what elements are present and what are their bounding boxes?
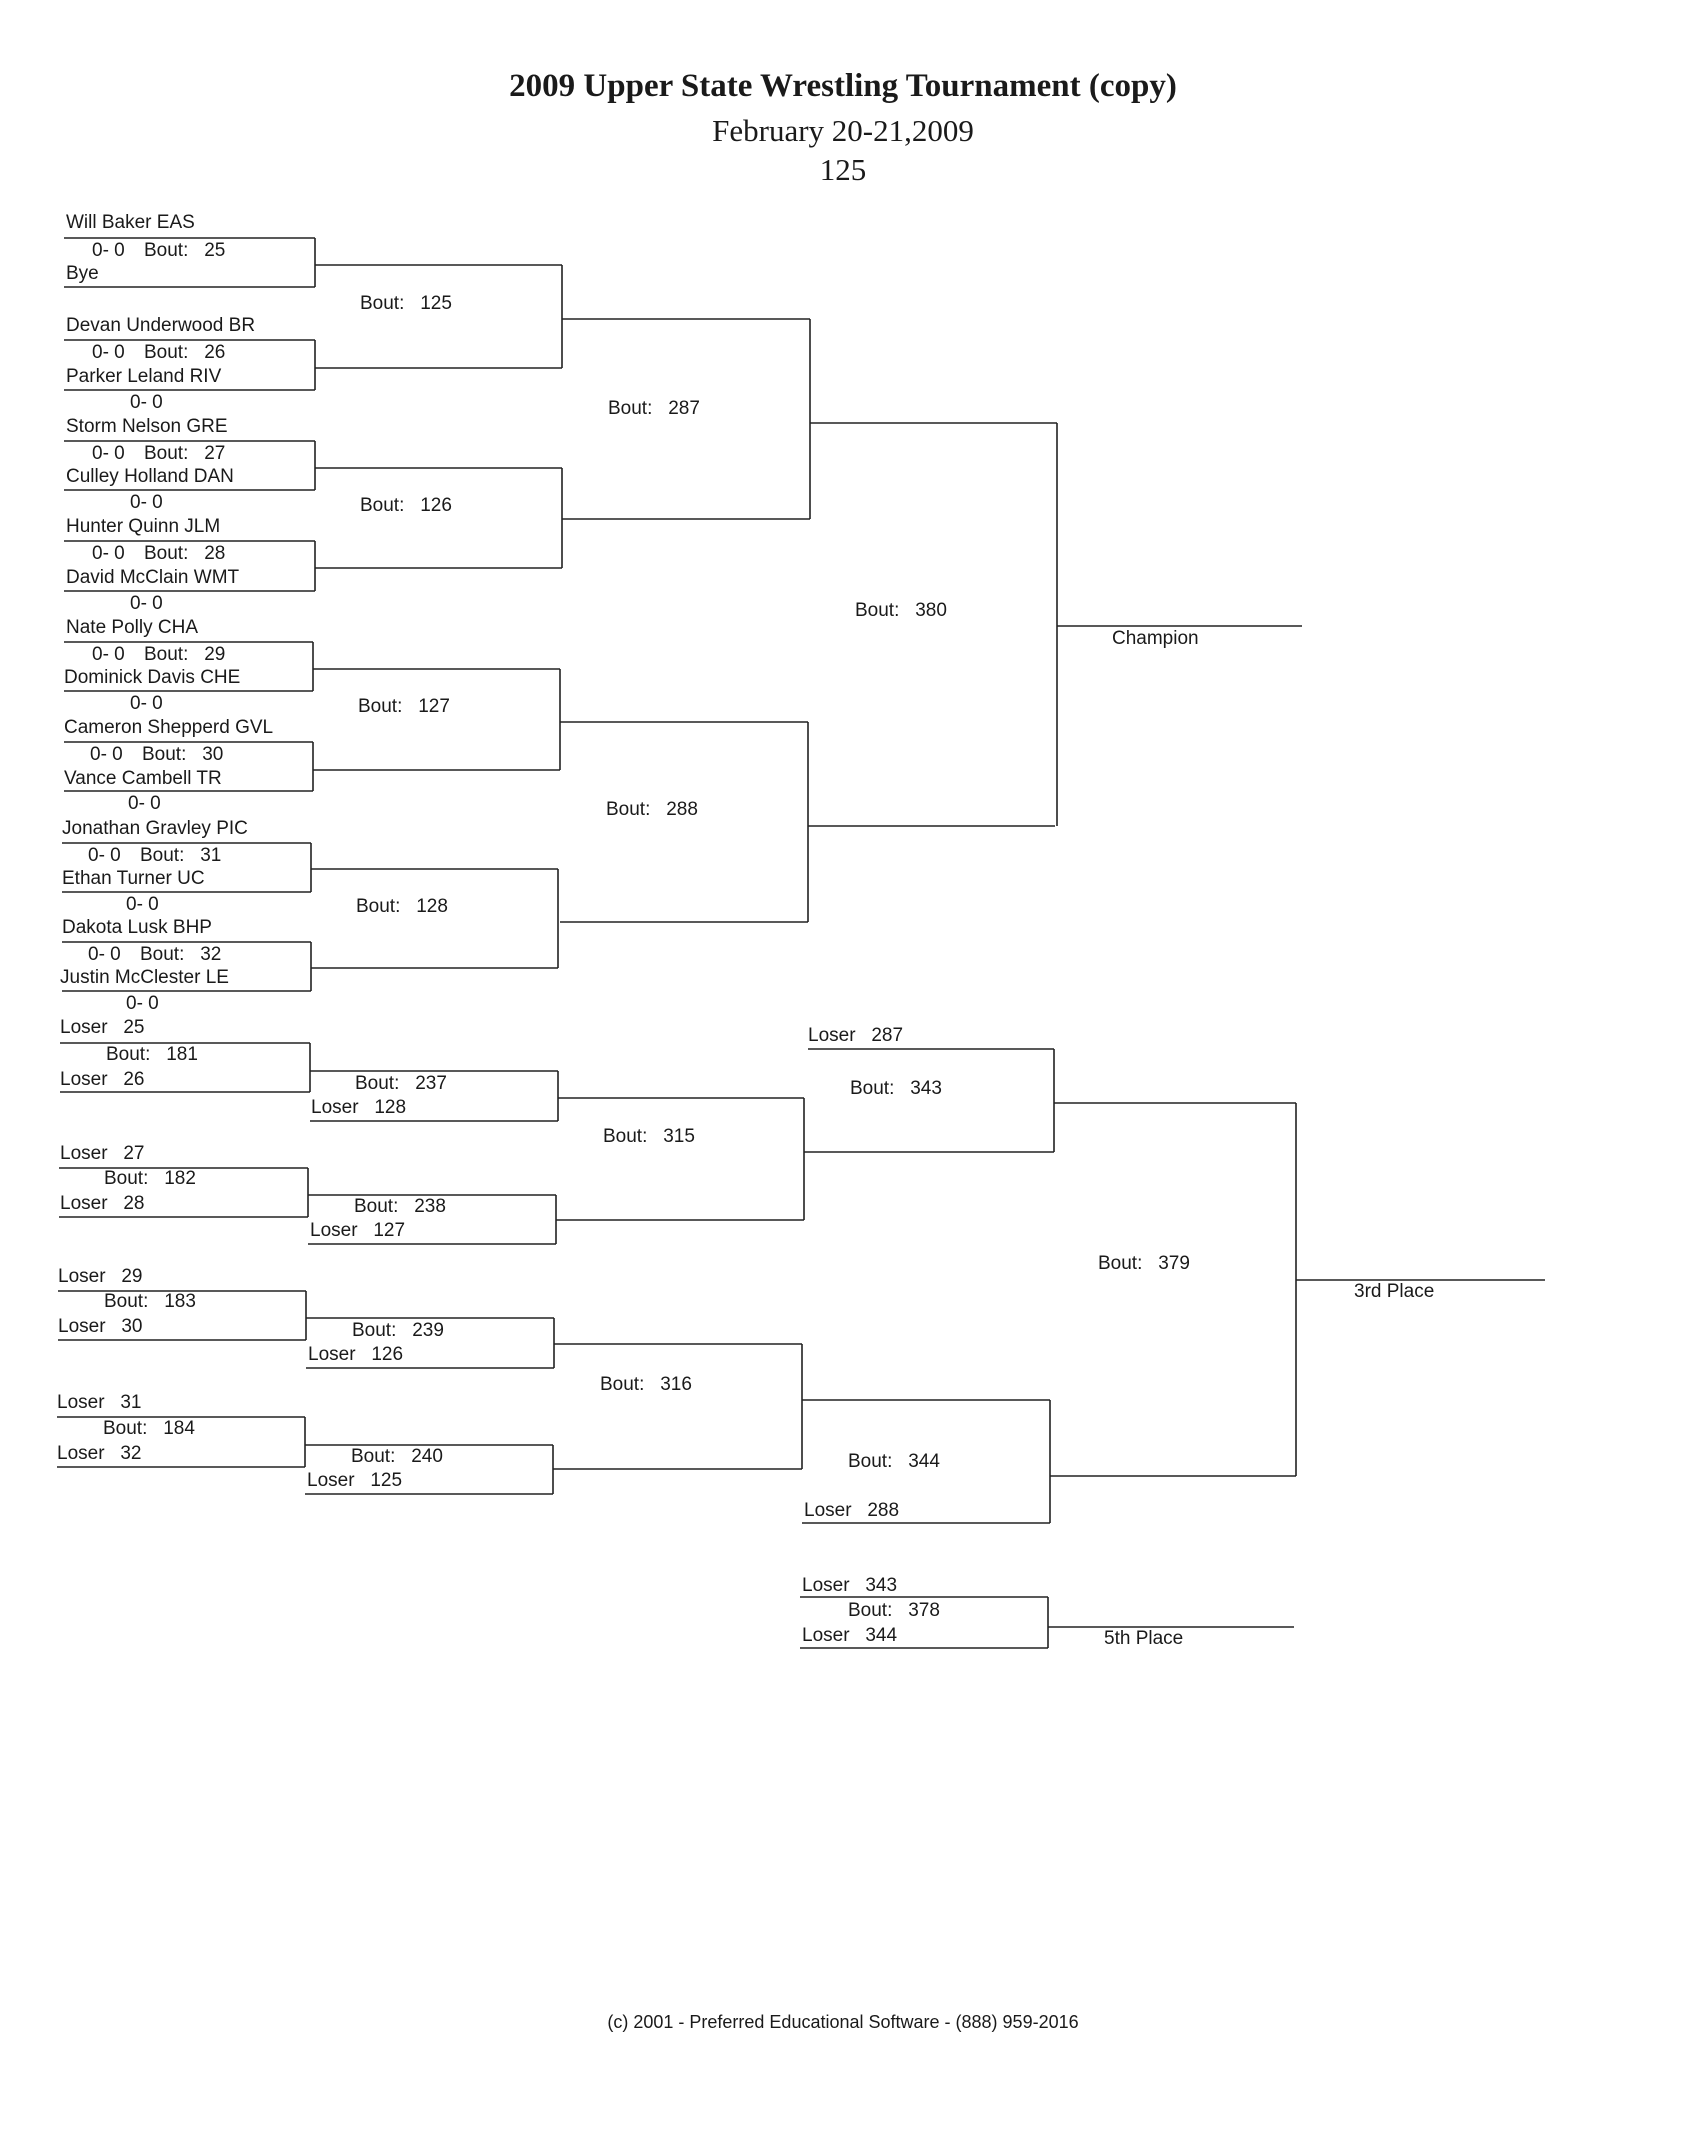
bout-number: Bout: 28: [144, 543, 226, 564]
wrestler-name: Devan Underwood BR: [66, 315, 256, 336]
bout-number: Bout: 287: [608, 398, 700, 419]
weight-class: 125: [819, 152, 867, 187]
footer-copyright: (c) 2001 - Preferred Educational Software - (888) 959-2016: [607, 2012, 1079, 2032]
bout-number: Bout: 379: [1098, 1253, 1190, 1274]
wrestler-name: David McClain WMT: [66, 567, 240, 588]
bout-number: Bout: 183: [104, 1291, 196, 1312]
wrestler-record: 0- 0: [128, 793, 161, 814]
wrestler-name: Culley Holland DAN: [66, 466, 234, 487]
bout-number: Bout: 126: [360, 495, 452, 516]
bout-number: Bout: 315: [603, 1126, 695, 1147]
bout-number: Bout: 288: [606, 799, 698, 820]
wrestler-record: 0- 0: [90, 744, 123, 765]
wrestler-record: 0- 0: [126, 894, 159, 915]
page-title: 2009 Upper State Wrestling Tournament (copy): [509, 68, 1177, 104]
tournament-date: February 20-21,2009: [712, 113, 974, 148]
loser-label: Loser 31: [57, 1392, 142, 1413]
wrestler-record: 0- 0: [130, 693, 163, 714]
wrestler-name: Storm Nelson GRE: [66, 416, 228, 437]
wrestler-name: Justin McClester LE: [60, 967, 229, 988]
bout-number: Bout: 344: [848, 1451, 940, 1472]
bout-number: Bout: 29: [144, 644, 226, 665]
wrestler-name: Ethan Turner UC: [62, 868, 205, 889]
wrestler-record: 0- 0: [92, 644, 125, 665]
loser-label: Loser 288: [804, 1500, 900, 1521]
wrestler-name: Jonathan Gravley PIC: [62, 818, 248, 839]
bout-number: Bout: 237: [355, 1073, 447, 1094]
wrestler-record: 0- 0: [126, 993, 159, 1014]
wrestler-name: Dominick Davis CHE: [64, 667, 241, 688]
loser-label: Loser 125: [307, 1470, 403, 1491]
bout-number: Bout: 26: [144, 342, 226, 363]
wrestler-record: 0- 0: [92, 543, 125, 564]
loser-label: Loser 287: [808, 1025, 904, 1046]
third-place-label: 3rd Place: [1354, 1281, 1435, 1302]
bout-number: Bout: 27: [144, 443, 226, 464]
wrestler-record: 0- 0: [92, 240, 125, 261]
bout-number: Bout: 25: [144, 240, 226, 261]
wrestler-record: 0- 0: [88, 944, 121, 965]
bout-number: Bout: 31: [140, 845, 222, 866]
bout-number: Bout: 30: [142, 744, 224, 765]
wrestler-name: Nate Polly CHA: [66, 617, 198, 638]
bout-number: Bout: 240: [351, 1446, 443, 1467]
bout-number: Bout: 32: [140, 944, 222, 965]
bout-number: Bout: 128: [356, 896, 448, 917]
bout-number: Bout: 238: [354, 1196, 446, 1217]
loser-label: Loser 32: [57, 1443, 142, 1464]
bout-number: Bout: 127: [358, 696, 450, 717]
bout-number: Bout: 316: [600, 1374, 692, 1395]
bout-number: Bout: 182: [104, 1168, 196, 1189]
wrestler-record: 0- 0: [130, 492, 163, 513]
wrestler-record: 0- 0: [130, 593, 163, 614]
champion-label: Champion: [1112, 628, 1199, 649]
loser-label: Loser 127: [310, 1220, 406, 1241]
loser-label: Loser 126: [308, 1344, 404, 1365]
loser-label: Loser 27: [60, 1143, 145, 1164]
bout-number: Bout: 181: [106, 1044, 198, 1065]
wrestler-name: Cameron Shepperd GVL: [64, 717, 274, 738]
loser-label: Loser 128: [311, 1097, 407, 1118]
wrestler-name: Will Baker EAS: [66, 212, 195, 233]
wrestler-record: 0- 0: [130, 392, 163, 413]
bout-number: Bout: 380: [855, 600, 947, 621]
fifth-place-label: 5th Place: [1104, 1628, 1184, 1649]
wrestler-name: Parker Leland RIV: [66, 366, 222, 387]
bout-number: Bout: 378: [848, 1600, 940, 1621]
loser-label: Loser 344: [802, 1625, 898, 1646]
wrestler-name: Vance Cambell TR: [64, 768, 222, 789]
wrestler-name: Hunter Quinn JLM: [66, 516, 221, 537]
loser-label: Loser 29: [58, 1266, 143, 1287]
wrestler-name: Dakota Lusk BHP: [62, 917, 212, 938]
bout-number: Bout: 184: [103, 1418, 195, 1439]
loser-label: Loser 343: [802, 1575, 898, 1596]
loser-label: Loser 25: [60, 1017, 145, 1038]
wrestler-record: 0- 0: [92, 443, 125, 464]
wrestler-name: Bye: [66, 263, 99, 284]
loser-label: Loser 30: [58, 1316, 143, 1337]
loser-label: Loser 28: [60, 1193, 145, 1214]
wrestler-record: 0- 0: [88, 845, 121, 866]
bout-number: Bout: 125: [360, 293, 452, 314]
loser-label: Loser 26: [60, 1069, 145, 1090]
bout-number: Bout: 239: [352, 1320, 444, 1341]
wrestler-record: 0- 0: [92, 342, 125, 363]
bout-number: Bout: 343: [850, 1078, 942, 1099]
